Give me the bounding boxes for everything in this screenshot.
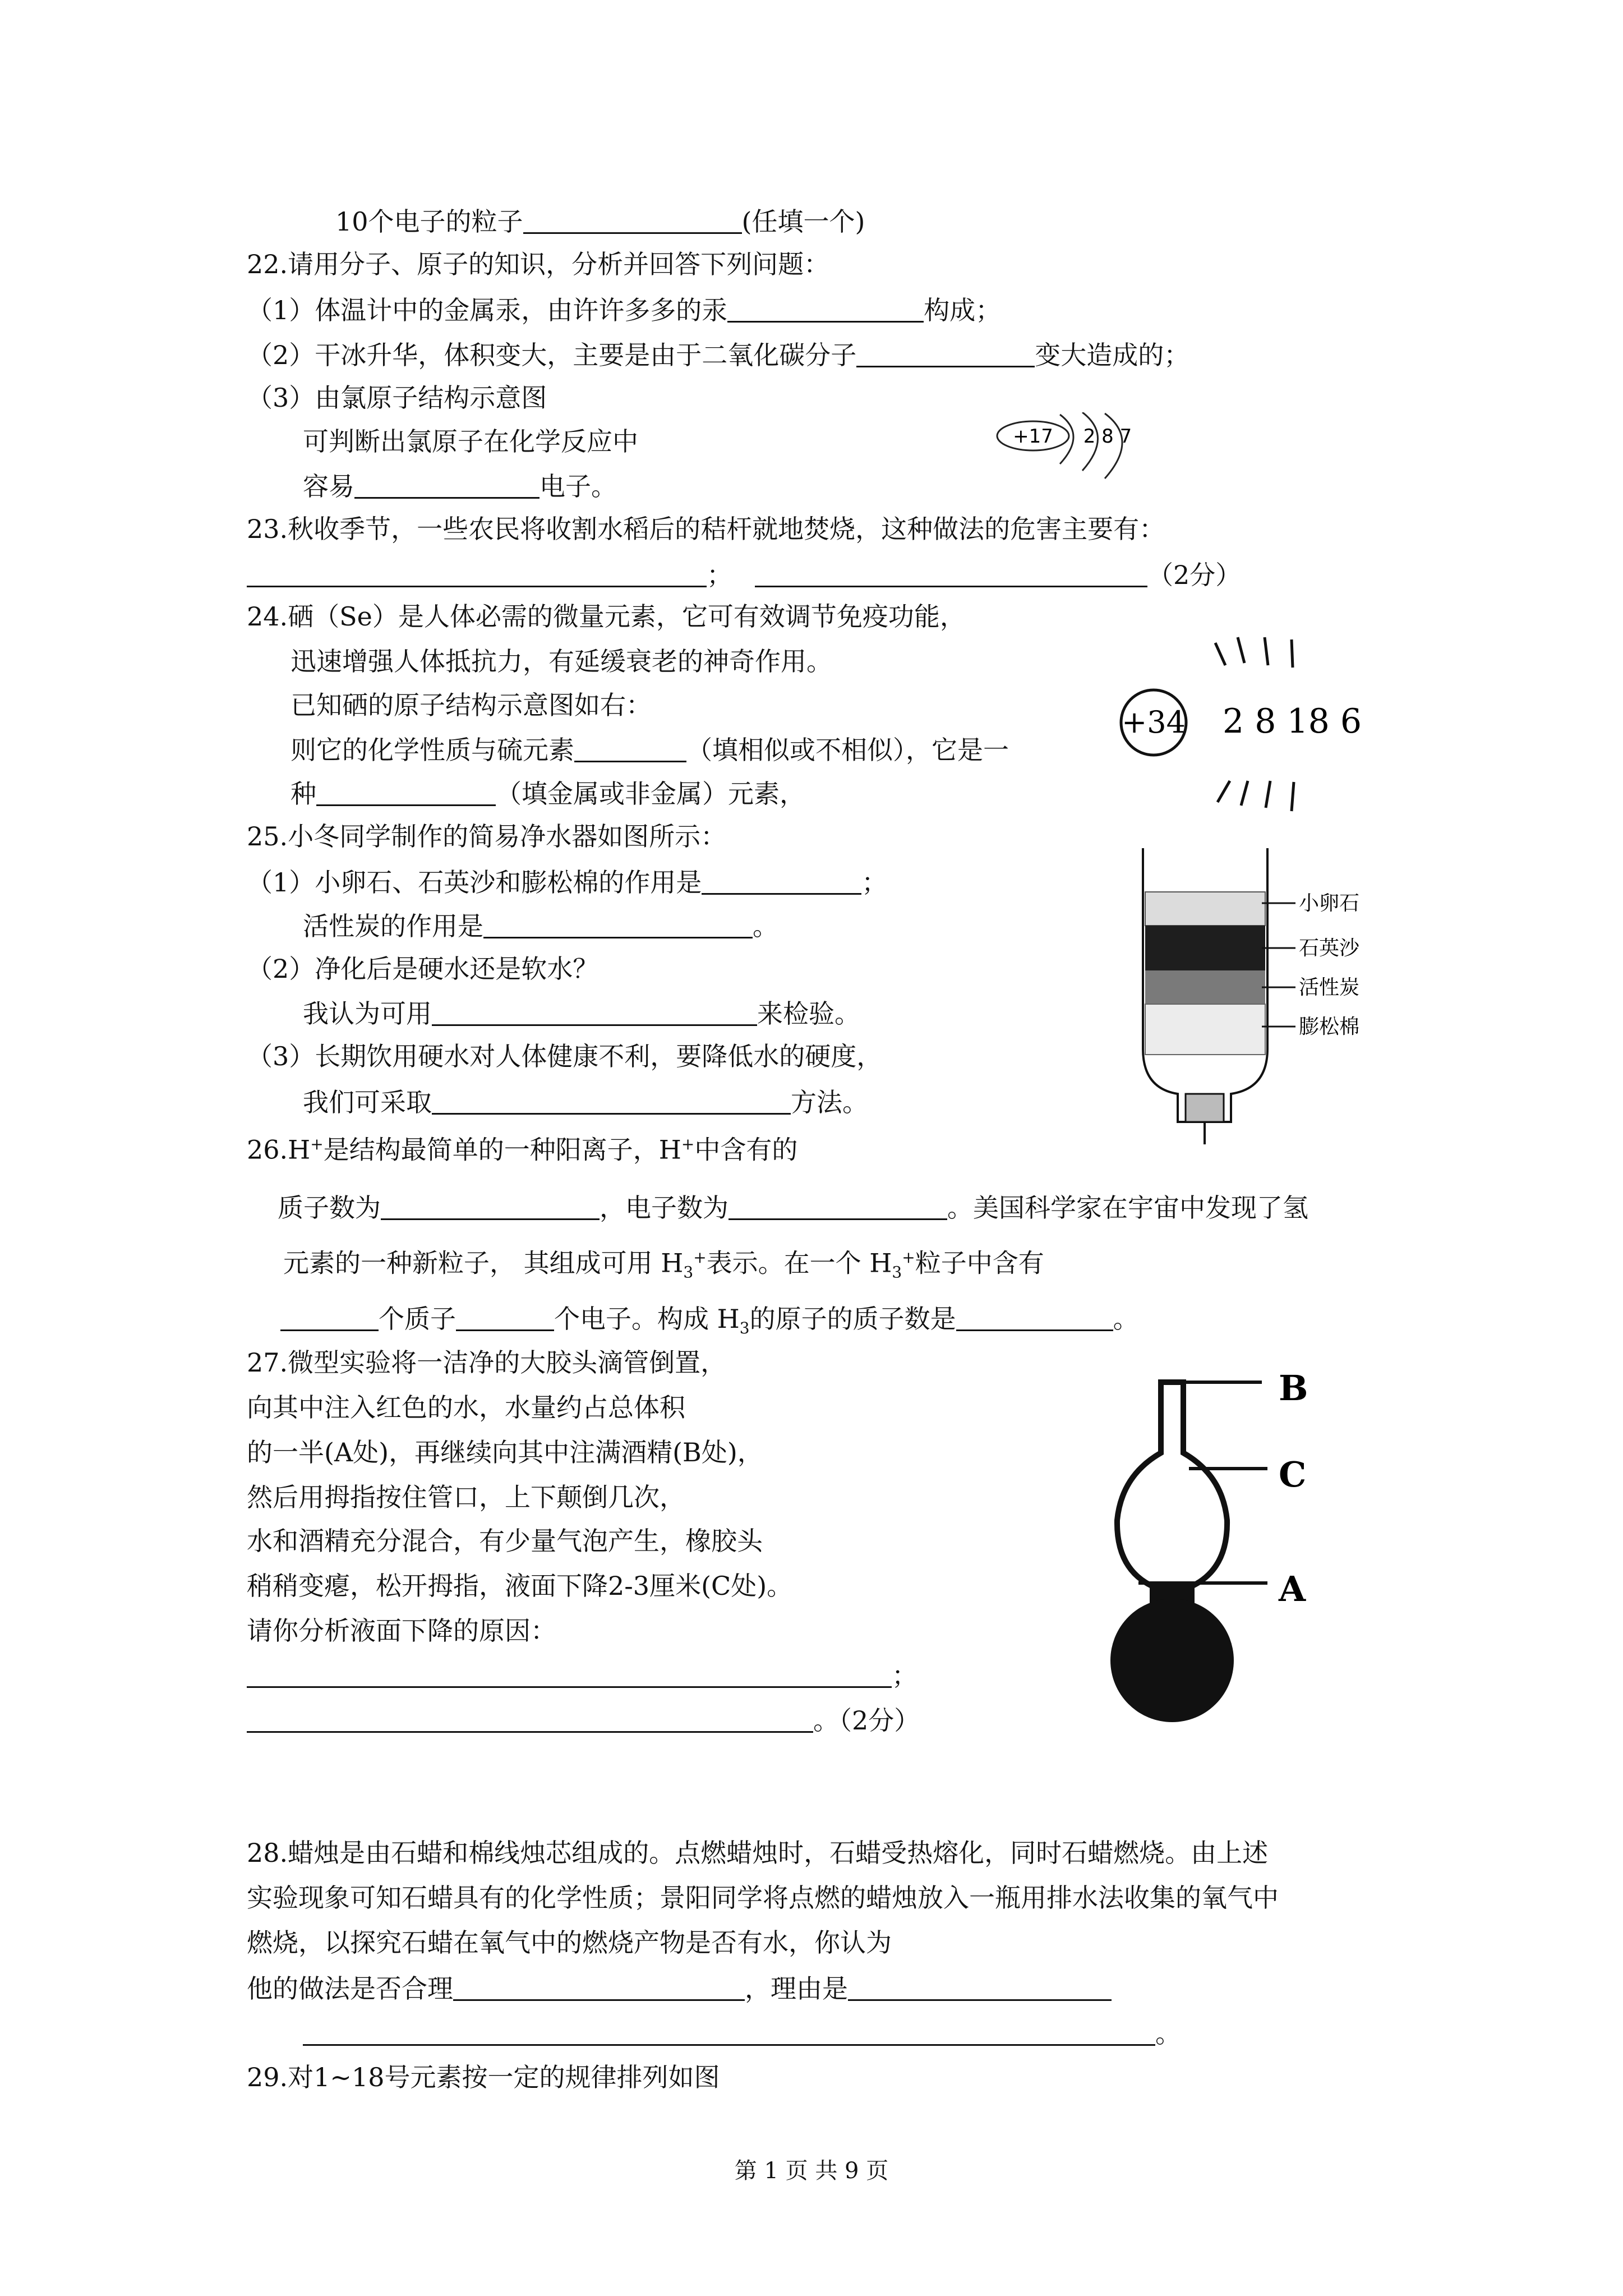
q23-stem: 23.秋收季节，一些农民将收割水稻后的秸杆就地焚烧，这种做法的危害主要有： bbox=[247, 514, 1165, 544]
q26-blank-3[interactable] bbox=[280, 1305, 379, 1331]
chlorine-nucleus: +17 bbox=[1013, 425, 1053, 448]
q25-part3: （3）长期饮用硬水对人体健康不利，要降低水的硬度， bbox=[247, 1041, 883, 1071]
q27-answer-2: 。（2分） bbox=[247, 1706, 920, 1733]
q26-blank-4[interactable] bbox=[456, 1305, 554, 1331]
q24-line3: 已知硒的原子结构示意图如右： bbox=[291, 690, 652, 720]
q29-stem: 29.对1~18号元素按一定的规律排列如图 bbox=[247, 2062, 720, 2092]
water-purifier-diagram bbox=[1138, 847, 1402, 1150]
q25-part1-line2: 活性炭的作用是 。 bbox=[303, 911, 778, 941]
page-footer: 第 1 页 共 9 页 bbox=[734, 2158, 889, 2184]
q24-line4: 则它的化学性质与硫元素 （填相似或不相似），它是一 bbox=[291, 735, 1009, 765]
q24-line2: 迅速增强人体抵抗力，有延缓衰老的神奇作用。 bbox=[291, 646, 832, 677]
q26-blank-protons[interactable] bbox=[381, 1194, 600, 1220]
label-pebbles: 小卵石 bbox=[1299, 892, 1360, 915]
q28-blank-2[interactable] bbox=[848, 1975, 1112, 2001]
q22-blank-2[interactable] bbox=[856, 341, 1035, 367]
selenium-nucleus: +34 bbox=[1122, 705, 1186, 740]
q27-answer-1: ； bbox=[247, 1662, 917, 1688]
q22-blank-3[interactable] bbox=[354, 472, 540, 499]
label-cotton: 膨松棉 bbox=[1299, 1015, 1360, 1038]
q24-line1: 24.硒（Se）是人体必需的微量元素，它可有效调节免疫功能， bbox=[247, 601, 966, 632]
q25-blank-3[interactable] bbox=[432, 1000, 757, 1026]
selenium-atom-diagram bbox=[1113, 634, 1371, 813]
q25-blank-4[interactable] bbox=[432, 1088, 791, 1115]
q28-line1: 28.蜡烛是由石蜡和棉线烛芯组成的。点燃蜡烛时，石蜡受热熔化，同时石蜡燃烧。由上述 bbox=[247, 1838, 1269, 1868]
q25-part2-line2: 我认为可用 来检验。 bbox=[303, 999, 860, 1029]
q26-line1: 26.H+是结构最简单的一种阳离子，H+中含有的 bbox=[247, 1134, 798, 1165]
label-activated-carbon: 活性炭 bbox=[1299, 976, 1360, 999]
q22-part1: （1）体温计中的金属汞，由许许多多的汞 构成； bbox=[247, 295, 1002, 325]
label-a: A bbox=[1279, 1568, 1306, 1609]
q24-blank-2[interactable] bbox=[316, 780, 496, 806]
label-quartz-sand: 石英沙 bbox=[1299, 937, 1360, 960]
q27-line3: 的一半(A处)，再继续向其中注满酒精(B处)， bbox=[247, 1437, 763, 1467]
q22-part2: （2）干冰升华，体积变大，主要是由于二氧化碳分子 变大造成的； bbox=[247, 340, 1190, 370]
selenium-shells: 2 8 18 6 bbox=[1223, 702, 1362, 741]
q26-line2: 质子数为 ，电子数为 。美国科学家在宇宙中发现了氢 bbox=[278, 1193, 1308, 1223]
q27-line2: 向其中注入红色的水，水量约占总体积 bbox=[247, 1392, 685, 1423]
q21-line: 10个电子的粒子 (任填一个) bbox=[335, 206, 865, 237]
q25-blank-1[interactable] bbox=[702, 868, 861, 895]
q28-blank-1[interactable] bbox=[453, 1975, 745, 2001]
q23-blank-1[interactable] bbox=[247, 561, 707, 587]
q27-blank-2[interactable] bbox=[247, 1706, 813, 1733]
q26-line3: 元素的一种新粒子， 其组成可用 $H_3^+$表示。在一个 $H_3^+$粒子中含有 bbox=[283, 1248, 1044, 1282]
chlorine-shells: 2 8 7 bbox=[1083, 425, 1132, 448]
q27-line5: 水和酒精充分混合，有少量气泡产生，橡胶头 bbox=[247, 1526, 763, 1556]
q21-blank[interactable] bbox=[523, 208, 742, 234]
q23-answer: ； （2分） bbox=[247, 561, 1241, 588]
q24-line5: 种 （填金属或非金属）元素， bbox=[291, 779, 805, 809]
q28-line3: 燃烧，以探究石蜡在氧气中的燃烧产物是否有水，你认为 bbox=[247, 1927, 892, 1958]
q28-line4: 他的做法是否合理 ，理由是 bbox=[247, 1975, 1112, 2001]
q22-part3: （3）由氯原子结构示意图 bbox=[247, 383, 547, 413]
q24-blank-1[interactable] bbox=[574, 736, 686, 762]
q22-stem: 22.请用分子、原子的知识，分析并回答下列问题： bbox=[247, 249, 830, 279]
label-b: B bbox=[1279, 1369, 1308, 1409]
q26-blank-electrons[interactable] bbox=[728, 1194, 947, 1220]
q28-line5: 。 bbox=[303, 2019, 1181, 2046]
q28-line2: 实验现象可知石蜡具有的化学性质；景阳同学将点燃的蜡烛放入一瓶用排水法收集的氧气中 bbox=[247, 1883, 1279, 1913]
q25-blank-2[interactable] bbox=[483, 912, 753, 938]
q26-line4: 个质子 个电子。构成 $H_3$的原子的质子数是 。 bbox=[280, 1305, 1139, 1336]
q25-part3-line2: 我们可采取 方法。 bbox=[303, 1087, 868, 1117]
q27-line7: 请你分析液面下降的原因： bbox=[247, 1616, 556, 1646]
q25-part1: （1）小卵石、石英沙和膨松棉的作用是 ； bbox=[247, 867, 888, 898]
q27-blank-1[interactable] bbox=[247, 1662, 892, 1688]
q25-stem: 25.小冬同学制作的简易净水器如图所示： bbox=[247, 821, 727, 852]
q27-line1: 27.微型实验将一洁净的大胶头滴管倒置， bbox=[247, 1347, 727, 1378]
q28-blank-3[interactable] bbox=[303, 2019, 1155, 2046]
q27-line4: 然后用拇指按住管口，上下颠倒几次， bbox=[247, 1482, 685, 1512]
q22-part3-line3: 容易 电子。 bbox=[303, 471, 617, 501]
q22-part3-line2: 可判断出氯原子在化学反应中 bbox=[303, 426, 638, 457]
q23-blank-2[interactable] bbox=[755, 561, 1147, 587]
dropper-diagram bbox=[1105, 1369, 1340, 1739]
q22-blank-1[interactable] bbox=[727, 296, 924, 323]
q27-line6: 稍稍变瘪，松开拇指，液面下降2-3厘米(C处)。 bbox=[247, 1571, 793, 1601]
q26-blank-5[interactable] bbox=[956, 1305, 1113, 1331]
label-c: C bbox=[1279, 1454, 1307, 1495]
q25-part2: （2）净化后是硬水还是软水？ bbox=[247, 954, 599, 984]
chlorine-atom-diagram bbox=[993, 412, 1150, 485]
